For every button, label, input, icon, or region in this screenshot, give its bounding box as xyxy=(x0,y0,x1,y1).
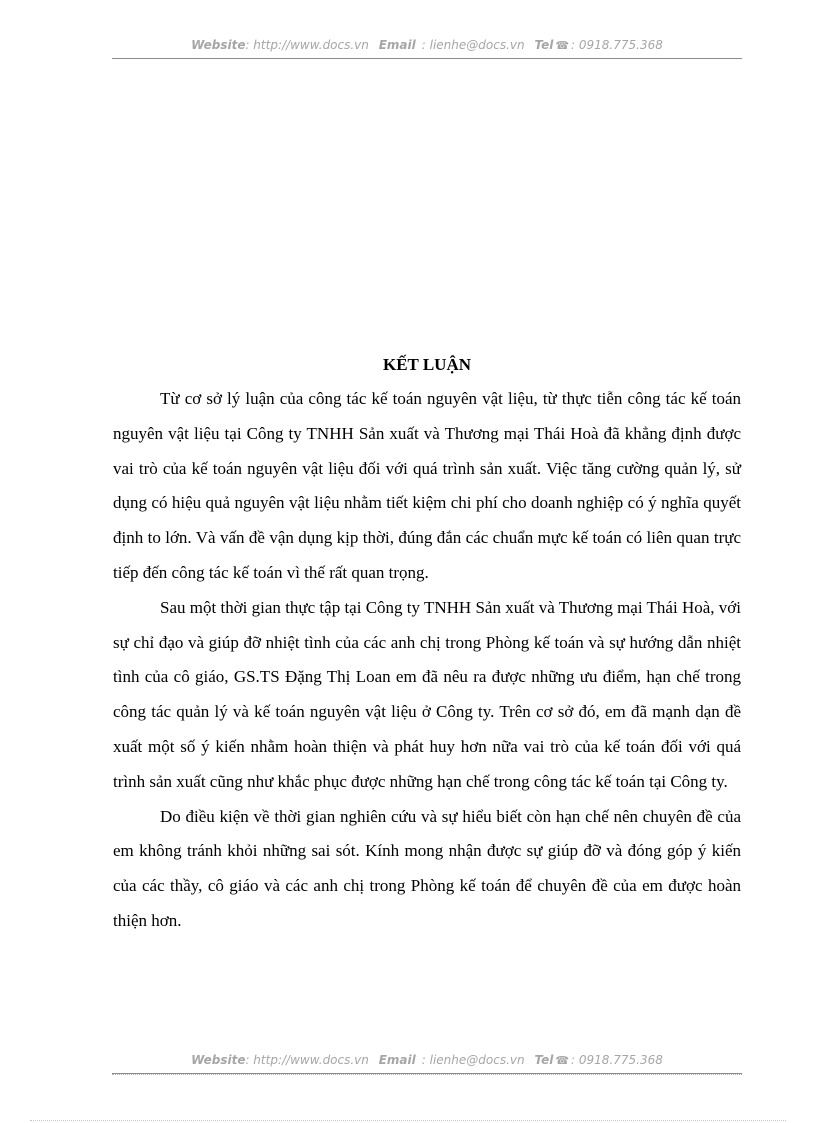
footer-website-label: Website xyxy=(191,1053,246,1067)
page-footer xyxy=(112,1053,742,1074)
phone-icon: ☎ xyxy=(555,1054,570,1067)
footer-tel-label: Tel xyxy=(534,1053,554,1067)
header-website-link[interactable]: : http://www.docs.vn xyxy=(245,38,369,52)
document-body xyxy=(113,353,741,939)
paragraph-1: Từ cơ sở lý luận của công tác kế toán nguyên vật liệu, từ thực tiễn công tác kế toán nguyên vật liệu tại Công ty TNHH Sản xuất và Thương mại Thái Hoà đã khẳng định được vai trò của kế toán nguyên vật liệu đối với quá trình sản xuất. Việc tăng cường quản lý, sử dụng có hiệu quả nguyên vật liệu nhằm tiết kiệm chi phí cho doanh nghiệp có ý nghĩa quyết định to lớn. Và vấn đề vận dụng kịp thời, đúng đắn các chuẩn mực kế toán có liên quan trực tiếp đến công tác kế toán vì thế rất quan trọng. xyxy=(113,389,741,582)
header-tel-value: : 0918.775.368 xyxy=(571,38,663,52)
footer-website-link[interactable]: : http://www.docs.vn xyxy=(245,1053,369,1067)
footer-tel-value: : 0918.775.368 xyxy=(571,1053,663,1067)
paragraph-2: Sau một thời gian thực tập tại Công ty TNHH Sản xuất và Thương mại Thái Hoà, với sự chỉ đạo và giúp đỡ nhiệt tình của các anh chị trong Phòng kế toán và sự hướng dẫn nhiệt tình của cô giáo, GS.TS Đặng Thị Loan em đã nêu ra được những ưu điểm, hạn chế trong công tác quản lý và kế toán nguyên vật liệu ở Công ty. Trên cơ sở đó, em đã mạnh dạn đề xuất một số ý kiến nhằm hoàn thiện và phát huy hơn nữa vai trò của kế toán đối với quá trình sản xuất cũng như khắc phục được những hạn chế trong công tác kế toán tại Công ty. xyxy=(113,597,741,791)
header-tel-label: Tel xyxy=(534,38,554,52)
footer-email-label: Email xyxy=(378,1053,416,1067)
header-email-link[interactable]: : lienhe@docs.vn xyxy=(421,38,525,52)
header-website-label: Website xyxy=(191,38,246,52)
document-title: KẾT LUẬN xyxy=(382,355,471,374)
phone-icon: ☎ xyxy=(555,39,570,52)
page-bottom-divider xyxy=(30,1120,786,1121)
paragraph-3: Do điều kiện về thời gian nghiên cứu và sự hiểu biết còn hạn chế nên chuyên đề của em không tránh khỏi những sai sót. Kính mong nhận được sự giúp đỡ và đóng góp ý kiến của các thầy, cô giáo và các anh chị trong Phòng kế toán để chuyên đề của em được hoàn thiện hơn. xyxy=(113,806,741,930)
footer-email-link[interactable]: : lienhe@docs.vn xyxy=(421,1053,525,1067)
header-email-label: Email xyxy=(378,38,416,52)
page-header xyxy=(112,38,742,59)
